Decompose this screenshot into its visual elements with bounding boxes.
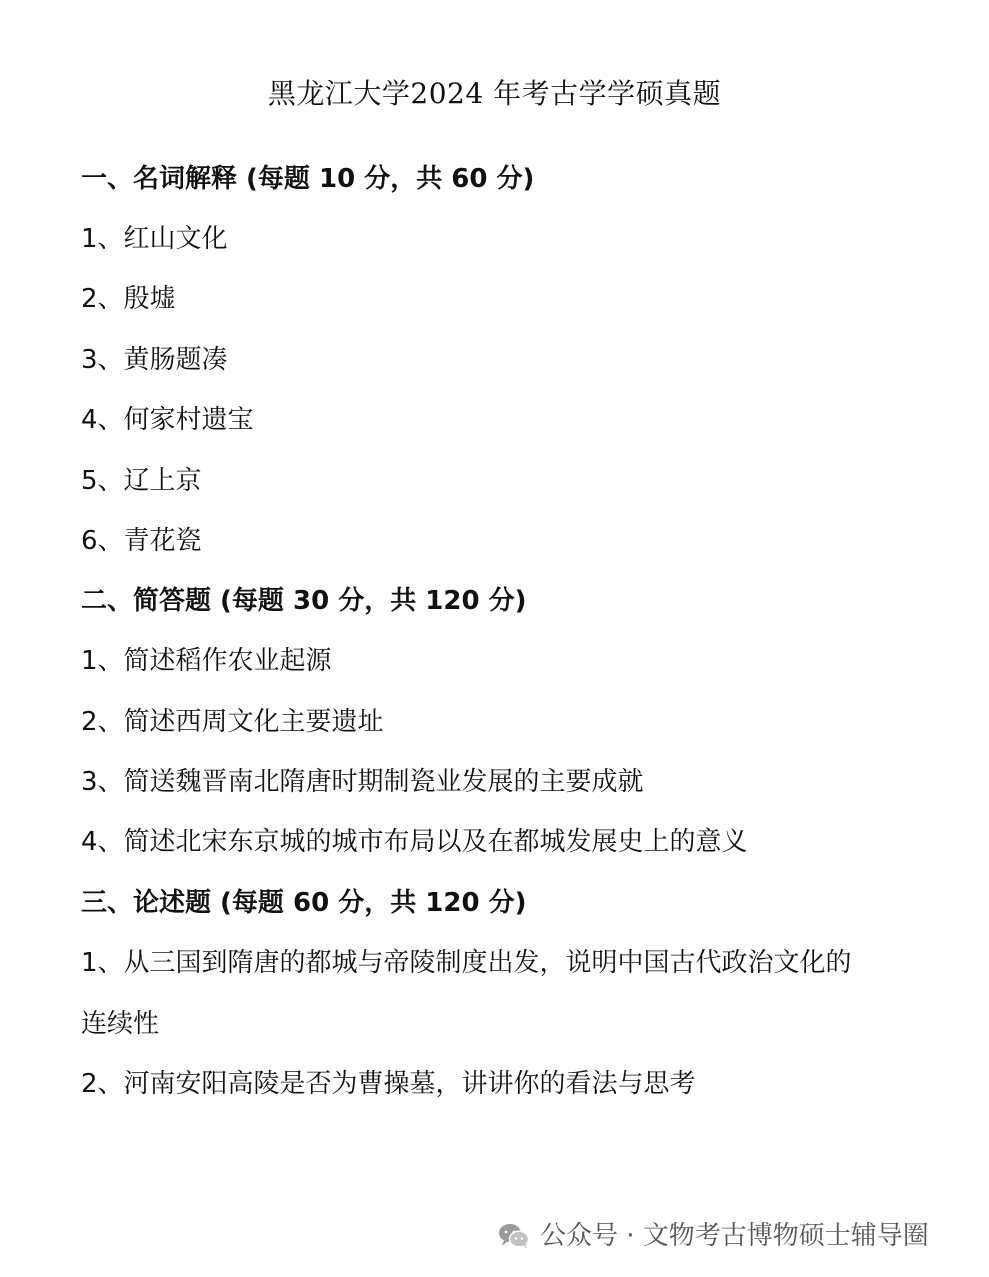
- wechat-icon: [498, 1222, 530, 1250]
- essay-item-2: 2、河南安阳高陵是否为曹操墓，讲讲你的看法与思考: [81, 1069, 696, 1099]
- wechat-footer: [498, 1216, 929, 1256]
- section-heading-1: 一、名词解释 (每题 10 分，共 60 分): [81, 164, 535, 194]
- short-answer-item-2: 2、简述西周文化主要遗址: [81, 707, 384, 737]
- term-item-2: 2、殷墟: [81, 284, 176, 314]
- short-answer-item-4: 4、简述北宋东京城的城市布局以及在都城发展史上的意义: [81, 827, 748, 857]
- footer-text: 公众号 · 文物考古博物硕士辅导圈: [540, 1221, 929, 1251]
- short-answer-item-3: 3、简送魏晋南北隋唐时期制瓷业发展的主要成就: [81, 767, 644, 797]
- essay-item-1: 1、从三国到隋唐的都城与帝陵制度出发，说明中国古代政治文化的: [81, 948, 852, 978]
- document-title: 黑龙江大学2024 年考古学学硕真题: [267, 77, 722, 110]
- term-item-6: 6、青花瓷: [81, 526, 202, 556]
- term-item-3: 3、黄肠题凑: [81, 345, 228, 375]
- term-item-1: 1、红山文化: [81, 224, 228, 254]
- short-answer-item-1: 1、简述稻作农业起源: [81, 646, 332, 676]
- term-item-5: 5、辽上京: [81, 466, 202, 496]
- essay-item-1-continuation: 连续性: [81, 1009, 160, 1039]
- section-heading-3: 三、论述题 (每题 60 分，共 120 分): [81, 888, 527, 918]
- term-item-4: 4、何家村遗宝: [81, 405, 254, 435]
- section-heading-2: 二、简答题 (每题 30 分，共 120 分): [81, 586, 527, 616]
